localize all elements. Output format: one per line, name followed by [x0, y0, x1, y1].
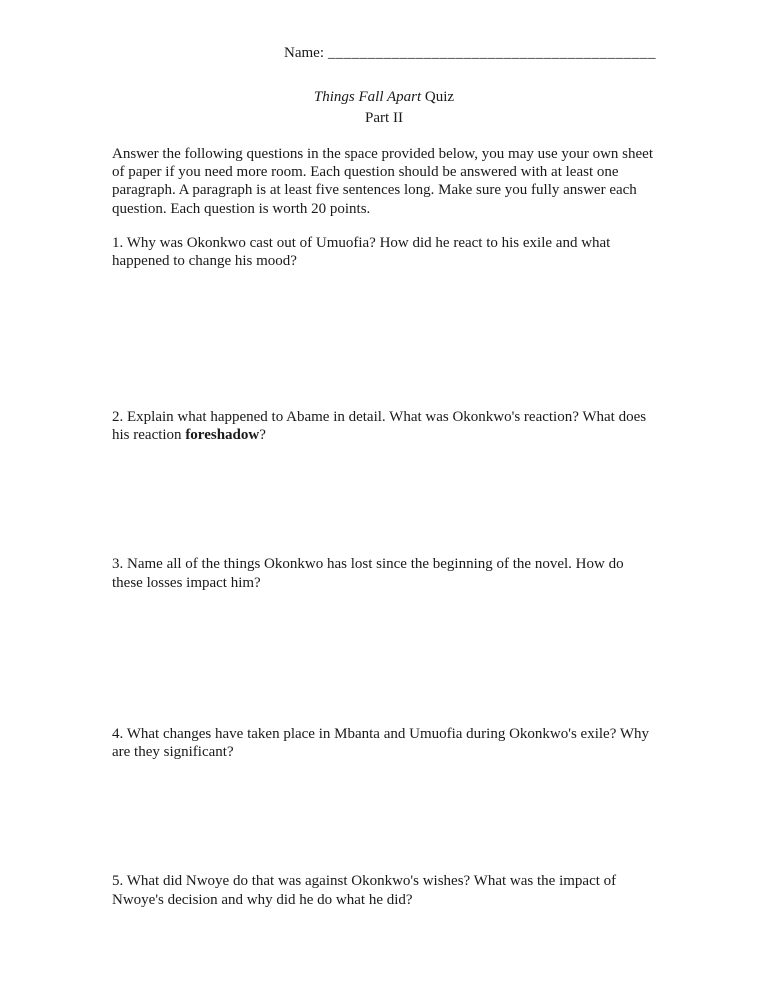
answer-space-2	[112, 459, 656, 555]
answer-space-1	[112, 286, 656, 408]
name-label: Name:	[284, 45, 324, 61]
instructions-paragraph: Answer the following questions in the space provided below, you may use your own sheet of paper if you need more room. Each question should be answered with at least one paragraph. A paragraph is at least five sentences long. Make sure you fully answer each question. Each question is worth 20 points.	[112, 145, 654, 217]
question-4: 4. What changes have taken place in Mbanta and Umuofia during Okonkwo's exile? Why are they significant?	[112, 725, 649, 761]
quiz-title-book-name: Things Fall Apart	[313, 89, 422, 106]
quiz-title	[112, 88, 656, 106]
question-5: 5. What did Nwoye do that was against Okonkwo's wishes? What was the impact of Nwoye's decision and why did he do what he did?	[112, 873, 617, 908]
question-1: 1. Why was Okonkwo cast out of Umuofia? How did he react to his exile and what happened to change his mood?	[112, 235, 611, 270]
quiz-subtitle: Part II	[365, 109, 403, 126]
answer-space-4	[112, 776, 656, 872]
title-block	[112, 88, 656, 127]
question-2-prefix: 2. Explain what happened to Abame in detail. What was Okonkwo's reaction? What does his reaction	[112, 408, 647, 443]
answer-space-3	[112, 607, 656, 725]
name-blank-line: _________________________________________	[328, 45, 656, 61]
name-row	[112, 44, 656, 62]
quiz-title-suffix: Quiz	[421, 89, 455, 106]
question-2	[112, 408, 656, 445]
question-3: 3. Name all of the things Okonkwo has lost since the beginning of the novel. How do these losses impact him?	[112, 556, 624, 591]
question-2-bold-term: foreshadow	[185, 426, 260, 443]
question-2-suffix: ?	[259, 426, 266, 443]
